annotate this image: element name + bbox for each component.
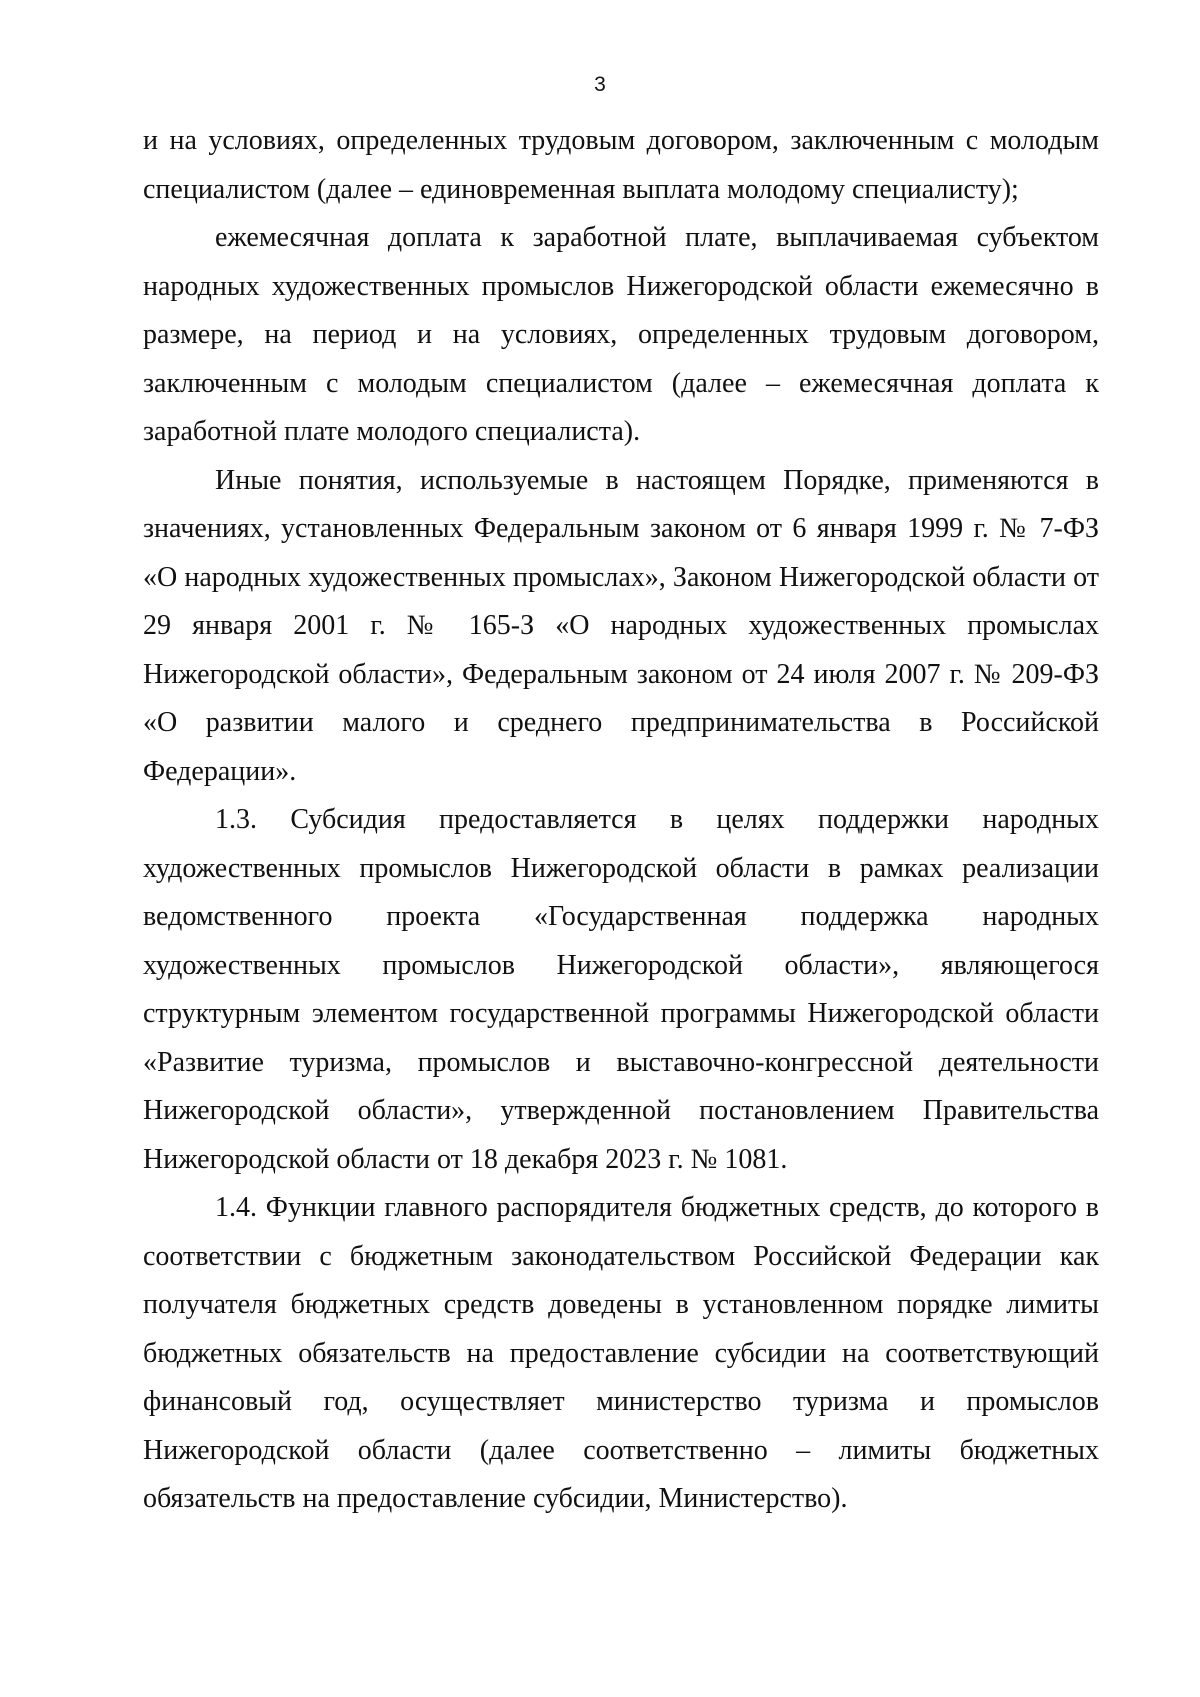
paragraph-other-terms: Иные понятия, используемые в настоящем Порядке, применяются в значениях, установленных Федеральным законом от 6 января 1999 г. № 7-ФЗ «О народных художественных промыслах», Законом Нижегородской области от 29 января 2001 г. № 165-З «О народных художественных промыслах Нижегородской области», Федеральным законом от 24 июля 2007 г. № 209-ФЗ «О развитии малого и среднего предпринимательства в Российской Федерации». <box>143 464 1099 787</box>
document-body <box>143 117 1099 1524</box>
paragraph-continuation: и на условиях, определенных трудовым договором, заключенным с молодым специалистом (далее – единовременная выплата молодому специалисту); <box>143 125 1099 205</box>
paragraph-monthly-payment: ежемесячная доплата к заработной плате, выплачиваемая субъектом народных художественных промыслов Нижегородской области ежемесячно в размере, на период и на условиях, определенных трудовым договором, заключенным с молодым специалистом (далее – ежемесячная доплата к заработной плате молодого специалиста). <box>143 222 1099 447</box>
paragraph-1-3: 1.3. Субсидия предоставляется в целях поддержки народных художественных промыслов Нижегородской области в рамках реализации ведомственного проекта «Государственная поддержка народных художественных промыслов Нижегородской области», являющегося структурным элементом государственной программы Нижегородской области «Развитие туризма, промыслов и выставочно-конгрессной деятельности Нижегородской области», утвержденной постановлением Правительства Нижегородской области от 18 декабря 2023 г. № 1081. <box>143 804 1099 1175</box>
paragraph-1-4: 1.4. Функции главного распорядителя бюджетных средств, до которого в соответствии с бюджетным законодательством Российской Федерации как получателя бюджетных средств доведены в установленном порядке лимиты бюджетных обязательств на предоставление субсидии на соответствующий финансовый год, осуществляет министерство туризма и промыслов Нижегородской области (далее соответственно – лимиты бюджетных обязательств на предоставление субсидии, Министерство). <box>143 1192 1099 1514</box>
page-number: 3 <box>594 73 606 96</box>
